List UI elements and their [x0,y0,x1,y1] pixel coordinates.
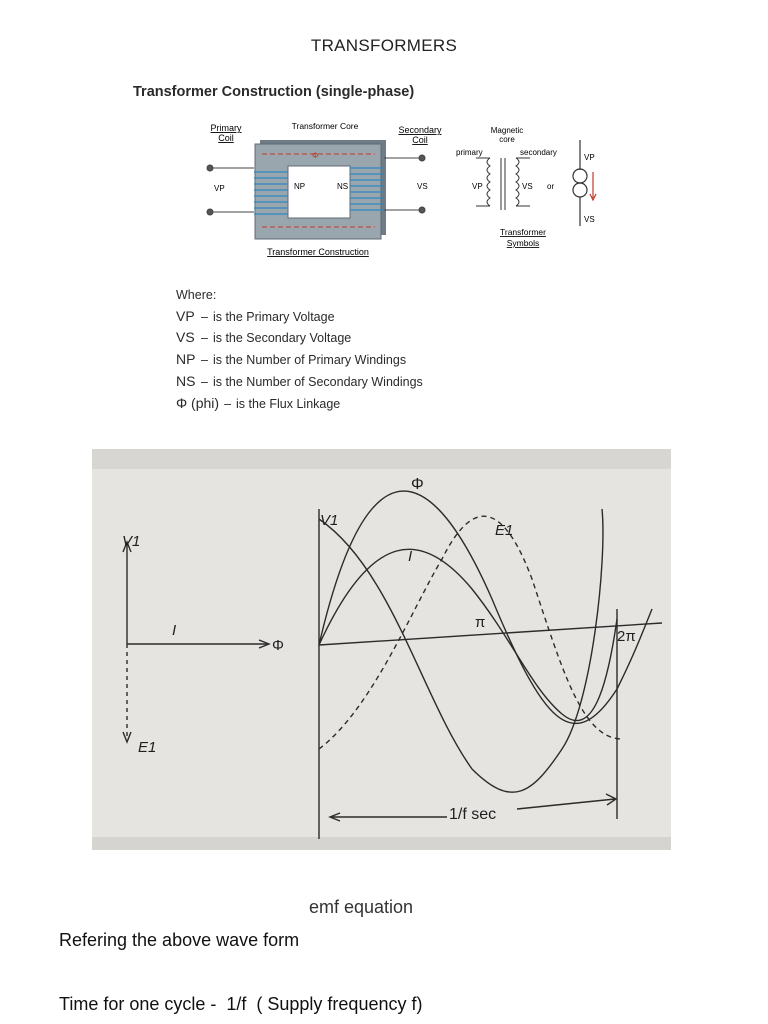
flux-label: Φ [312,151,319,160]
legend-symbol: Φ (phi) [176,394,220,411]
emf-heading: emf equation [308,897,414,917]
secondary-coil-label-2: Coil [412,135,428,145]
legend-dash: – [201,374,208,389]
transformer-construction-figure [200,118,610,268]
primary-label: primary [456,148,483,157]
symbol-vs-label: VS [522,182,533,191]
np-label: NP [294,182,306,191]
symbol-vp-label: VP [472,182,483,191]
legend-dash: – [201,331,208,346]
legend-text: is the Number of Secondary Windings [212,374,423,389]
primary-terminal-top [207,165,213,171]
flux-axis-label: Φ [272,637,284,654]
where-heading: Where: [176,288,217,302]
legend-symbol: NP [176,351,196,368]
legend-symbol: VS [176,329,195,346]
ns-label: NS [337,182,349,191]
vp-label: VP [214,184,225,193]
section-heading: Transformer Construction (single-phase) [133,84,415,100]
legend-text: is the Number of Primary Windings [212,353,407,368]
legend-text: is the Flux Linkage [236,396,341,411]
legend-text: is the Primary Voltage [212,309,335,324]
i-curve-label: I [408,548,413,565]
legend-item [176,327,423,349]
period-label: 1/f sec [449,806,497,823]
primary-terminal-bottom [207,209,213,215]
v1-axis-label: V1 [122,533,141,550]
legend-item [176,393,423,415]
legend-item [176,371,423,393]
body-text-line: Time for one cycle - 1/f ( Supply frequency f) [59,994,423,1014]
legend-item [176,306,423,328]
legend-dash: – [201,309,208,324]
two-pi-label: 2π [617,628,636,645]
alt-vp-label: VP [584,153,595,162]
legend-symbol: NS [176,372,196,389]
secondary-coil-label: Secondary [398,125,442,135]
legend-dash: – [224,396,232,411]
i-label: I [172,622,177,639]
e1-axis-label: E1 [138,739,157,756]
where-legend [176,285,423,414]
body-text-line: Refering the above wave form [59,930,300,950]
legend-symbol: VP [176,307,195,324]
symbols-caption: Transformer [500,227,546,237]
legend-dash: – [201,353,208,368]
primary-coil-label-2: Coil [218,133,234,143]
page-title: TRANSFORMERS [310,36,458,55]
legend-item [176,349,423,371]
or-label: or [547,182,555,191]
legend-text: is the Secondary Voltage [212,331,352,346]
alt-vs-label: VS [584,215,595,224]
flux-curve-label: Φ [411,476,424,493]
secondary-terminal-bottom [419,207,425,213]
waveform-figure [92,449,671,850]
v1-curve-label: V1 [320,512,339,529]
transformer-core-label: Transformer Core [291,121,359,131]
magnetic-core-label: Magnetic [490,126,524,135]
paper-background [92,449,671,850]
construction-caption: Transformer Construction [267,247,369,257]
pi-label: π [475,614,486,631]
symbols-caption-2: Symbols [506,238,540,248]
vs-label: VS [417,182,428,191]
secondary-terminal-top [419,155,425,161]
e1-curve-label: E1 [495,522,514,539]
primary-coil-label: Primary [210,123,242,133]
secondary-label: secondary [520,148,557,157]
magnetic-core-label-2: core [499,135,515,144]
